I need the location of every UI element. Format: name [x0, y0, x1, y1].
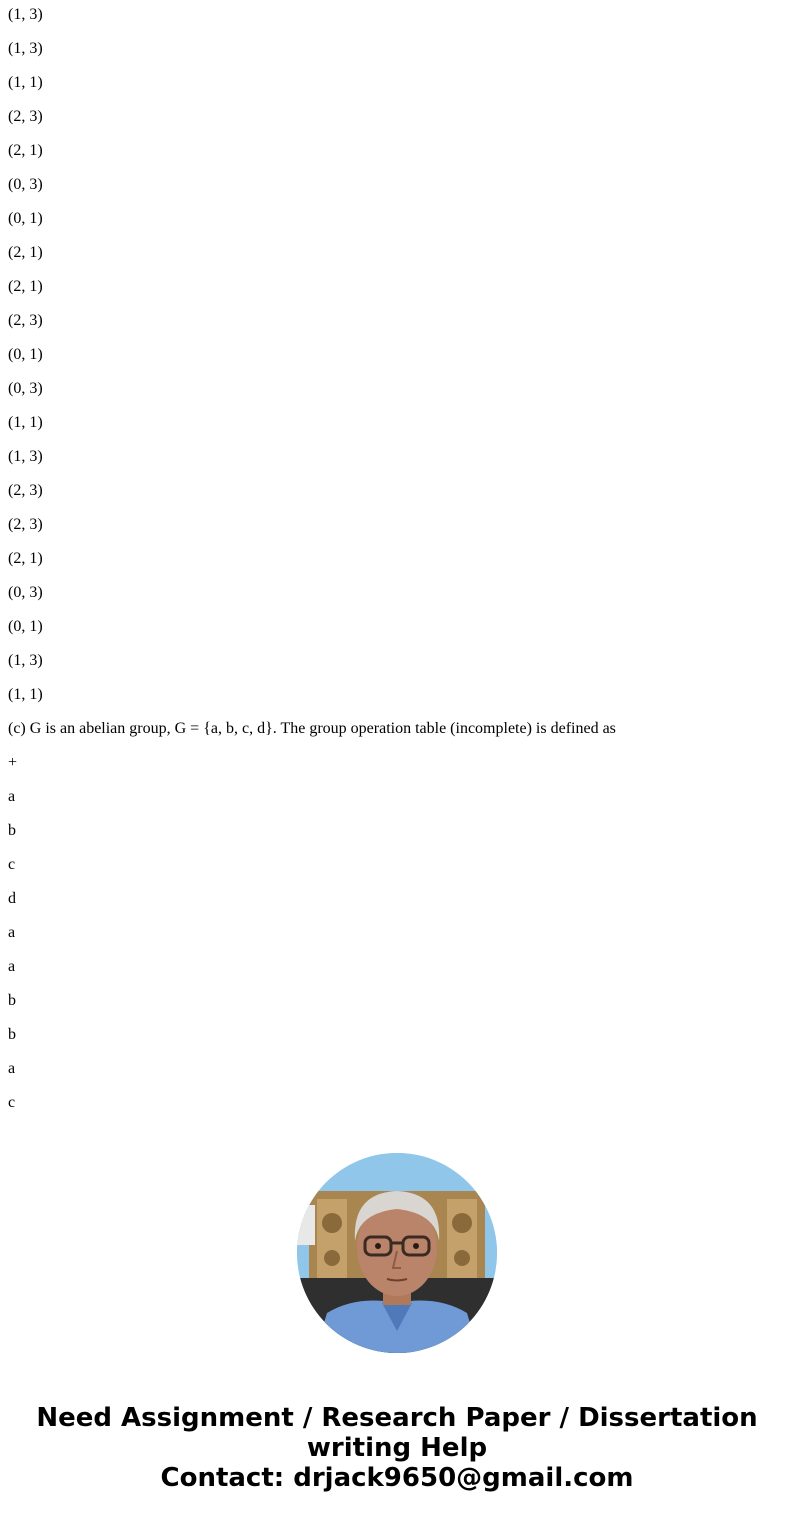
contact-banner [0, 1403, 794, 1493]
table-cell: a [8, 1060, 16, 1077]
text-line: (2, 1) [8, 278, 43, 295]
text-line: (2, 3) [8, 312, 43, 329]
author-avatar [297, 1153, 497, 1353]
contact-email: Contact: drjack9650@gmail.com [160, 1463, 634, 1493]
text-line: (1, 3) [8, 6, 43, 23]
document-body [8, 5, 788, 1127]
table-cell: c [8, 1094, 16, 1111]
table-cell: b [8, 992, 16, 1009]
text-line: (2, 3) [8, 516, 43, 533]
question-text: (c) G is an abelian group, G = {a, b, c, d}. The group operation table (incomplete) is defined as [8, 720, 616, 737]
table-cell: a [8, 788, 16, 805]
text-line: (0, 3) [8, 584, 43, 601]
text-line: (2, 3) [8, 108, 43, 125]
text-line: (0, 3) [8, 176, 43, 193]
table-cell: a [8, 924, 16, 941]
text-line: (1, 1) [8, 74, 43, 91]
text-line: (0, 1) [8, 346, 43, 363]
text-line: (2, 1) [8, 142, 43, 159]
table-cell: b [8, 1026, 16, 1043]
text-line: (0, 1) [8, 618, 43, 635]
text-line: (2, 1) [8, 550, 43, 567]
text-line: (0, 3) [8, 380, 43, 397]
table-cell: + [8, 754, 18, 771]
table-cell: a [8, 958, 16, 975]
text-line: (1, 3) [8, 652, 43, 669]
table-cell: b [8, 822, 16, 839]
text-line: (2, 3) [8, 482, 43, 499]
text-line: (2, 1) [8, 244, 43, 261]
table-cell: c [8, 856, 16, 873]
text-line: (0, 1) [8, 210, 43, 227]
table-cell: d [8, 890, 16, 907]
text-line: (1, 3) [8, 40, 43, 57]
banner-line-1: Need Assignment / Research Paper / Dissertation [36, 1403, 758, 1433]
banner-line-2: writing Help [306, 1433, 488, 1463]
avatar-portrait-icon [297, 1153, 497, 1353]
text-line: (1, 1) [8, 414, 43, 431]
text-line: (1, 3) [8, 448, 43, 465]
text-line: (1, 1) [8, 686, 43, 703]
